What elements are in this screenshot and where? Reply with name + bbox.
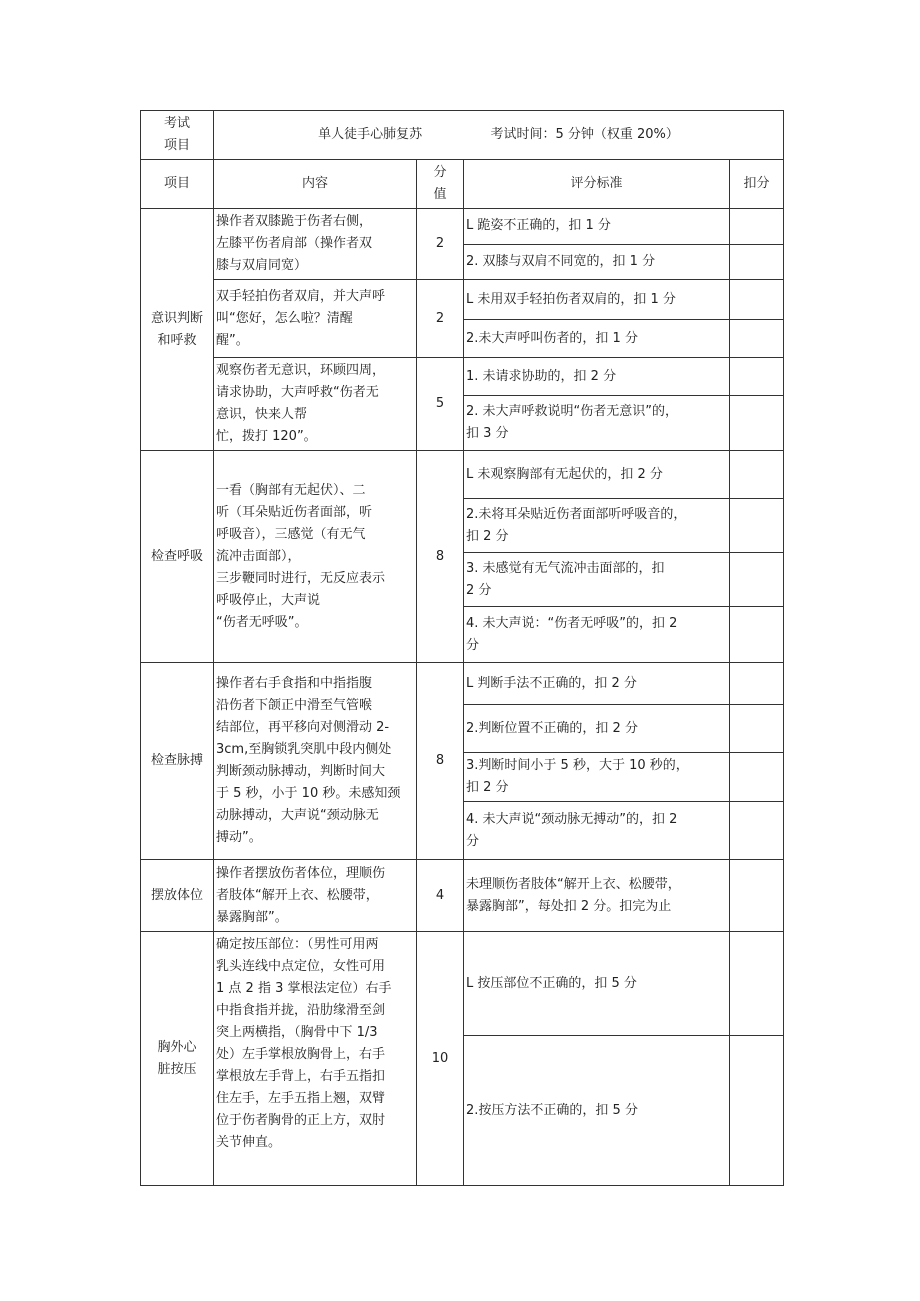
deduct-cell [730,499,784,553]
score-cell: 8 [417,451,464,663]
criteria-cell: L 未观察胸部有无起伏的，扣 2 分 [464,451,730,499]
score-cell: 8 [417,663,464,860]
deduct-cell [730,553,784,607]
score-cell: 5 [417,358,464,451]
criteria-cell: L 未用双手轻拍伤者双肩的，扣 1 分 [464,280,730,320]
deduct-cell [730,860,784,932]
criteria-cell: 2.按压方法不正确的，扣 5 分 [464,1036,730,1186]
deduct-cell [730,607,784,663]
deduct-cell [730,802,784,860]
criteria-cell: 2. 未大声呼救说明“伤者无意识”的， 扣 3 分 [464,396,730,451]
criteria-cell: 1. 未请求协助的，扣 2 分 [464,358,730,396]
criteria-cell: L 跪姿不正确的，扣 1 分 [464,209,730,245]
col-header-content: 内容 [214,160,417,209]
deduct-cell [730,1036,784,1186]
deduct-cell [730,209,784,245]
deduct-cell [730,451,784,499]
section-item: 胸外心 脏按压 [141,932,214,1186]
criteria-cell: 2.未大声呼叫伤者的，扣 1 分 [464,320,730,358]
criteria-cell: 3.判断时间小于 5 秒，大于 10 秒的， 扣 2 分 [464,753,730,802]
exam-title-cell [214,111,784,160]
deduct-cell [730,705,784,753]
content-cell: 双手轻拍伤者双肩，并大声呼 叫“您好，怎么啦？清醒 醒”。 [214,280,417,358]
deduct-cell [730,244,784,280]
content-cell: 观察伤者无意识，环顾四周， 请求协助，大声呼救“伤者无 意识，快来人帮 忙，拨打 120”。 [214,358,417,451]
criteria-cell: 2. 双膝与双肩不同宽的，扣 1 分 [464,244,730,280]
score-cell: 4 [417,860,464,932]
content-cell: 操作者双膝跪于伤者右侧， 左膝平伤者肩部（操作者双 膝与双肩同宽） [214,209,417,280]
content-cell: 操作者摆放伤者体位，理顺伤 者肢体“解开上衣、松腰带， 暴露胸部”。 [214,860,417,932]
section-item: 意识判断 和呼救 [141,209,214,451]
deduct-cell [730,932,784,1036]
section-item: 摆放体位 [141,860,214,932]
deduct-cell [730,753,784,802]
section-item: 检查呼吸 [141,451,214,663]
deduct-cell [730,663,784,705]
criteria-cell: 未理顺伤者肢体“解开上衣、松腰带， 暴露胸部”，每处扣 2 分。扣完为止 [464,860,730,932]
deduct-cell [730,358,784,396]
col-header-score: 分 值 [417,160,464,209]
criteria-cell: 4. 未大声说：“伤者无呼吸”的，扣 2 分 [464,607,730,663]
col-header-deduct: 扣分 [730,160,784,209]
criteria-cell: 2.判断位置不正确的，扣 2 分 [464,705,730,753]
col-header-item: 项目 [141,160,214,209]
content-cell: 操作者右手食指和中指指腹 沿伤者下颌正中滑至气管喉 结部位，再平移向对侧滑动 2- 3cm,至胸锁乳突肌中段内侧处 判断颈动脉搏动，判断时间大 于 5 秒，小于 10 秒。未感知颈 动脉搏动，大声说“颈动脉无 搏动”。 [214,663,417,860]
score-cell: 2 [417,209,464,280]
content-cell: 一看（胸部有无起伏）、二 听（耳朵贴近伤者面部，听 呼吸音），三感觉（有无气 流冲击面部）， 三步鞭同时进行，无反应表示 呼吸停止，大声说 “伤者无呼吸”。 [214,451,417,663]
criteria-cell: 3. 未感觉有无气流冲击面部的，扣 2 分 [464,553,730,607]
criteria-cell: 2.未将耳朵贴近伤者面部听呼吸音的， 扣 2 分 [464,499,730,553]
col-header-criteria: 评分标准 [464,160,730,209]
score-cell: 2 [417,280,464,358]
criteria-cell: L 判断手法不正确的，扣 2 分 [464,663,730,705]
deduct-cell [730,280,784,320]
deduct-cell [730,396,784,451]
content-cell: 确定按压部位：（男性可用两 乳头连线中点定位，女性可用 1 点 2 指 3 掌根法定位）右手 中指食指并拢，沿肋缘滑至剑 突上两横指，（胸骨中下 1/3 处）左手掌根放胸骨上，右手 掌根放左手背上，右手五指扣 住左手，左手五指上翘，双臂 位于伤者胸骨的正上方，双肘 关节伸直。 [214,932,417,1186]
exam-title: 单人徒手心肺复苏 [318,127,423,142]
section-item: 检查脉搏 [141,663,214,860]
exam-time: 考试时间：5 分钟（权重 20%） [490,127,679,142]
score-cell: 10 [417,932,464,1186]
criteria-cell: 4. 未大声说“颈动脉无搏动”的，扣 2 分 [464,802,730,860]
exam-item-label: 考试 项目 [141,111,214,160]
exam-scoring-table [140,110,784,1186]
deduct-cell [730,320,784,358]
criteria-cell: L 按压部位不正确的，扣 5 分 [464,932,730,1036]
